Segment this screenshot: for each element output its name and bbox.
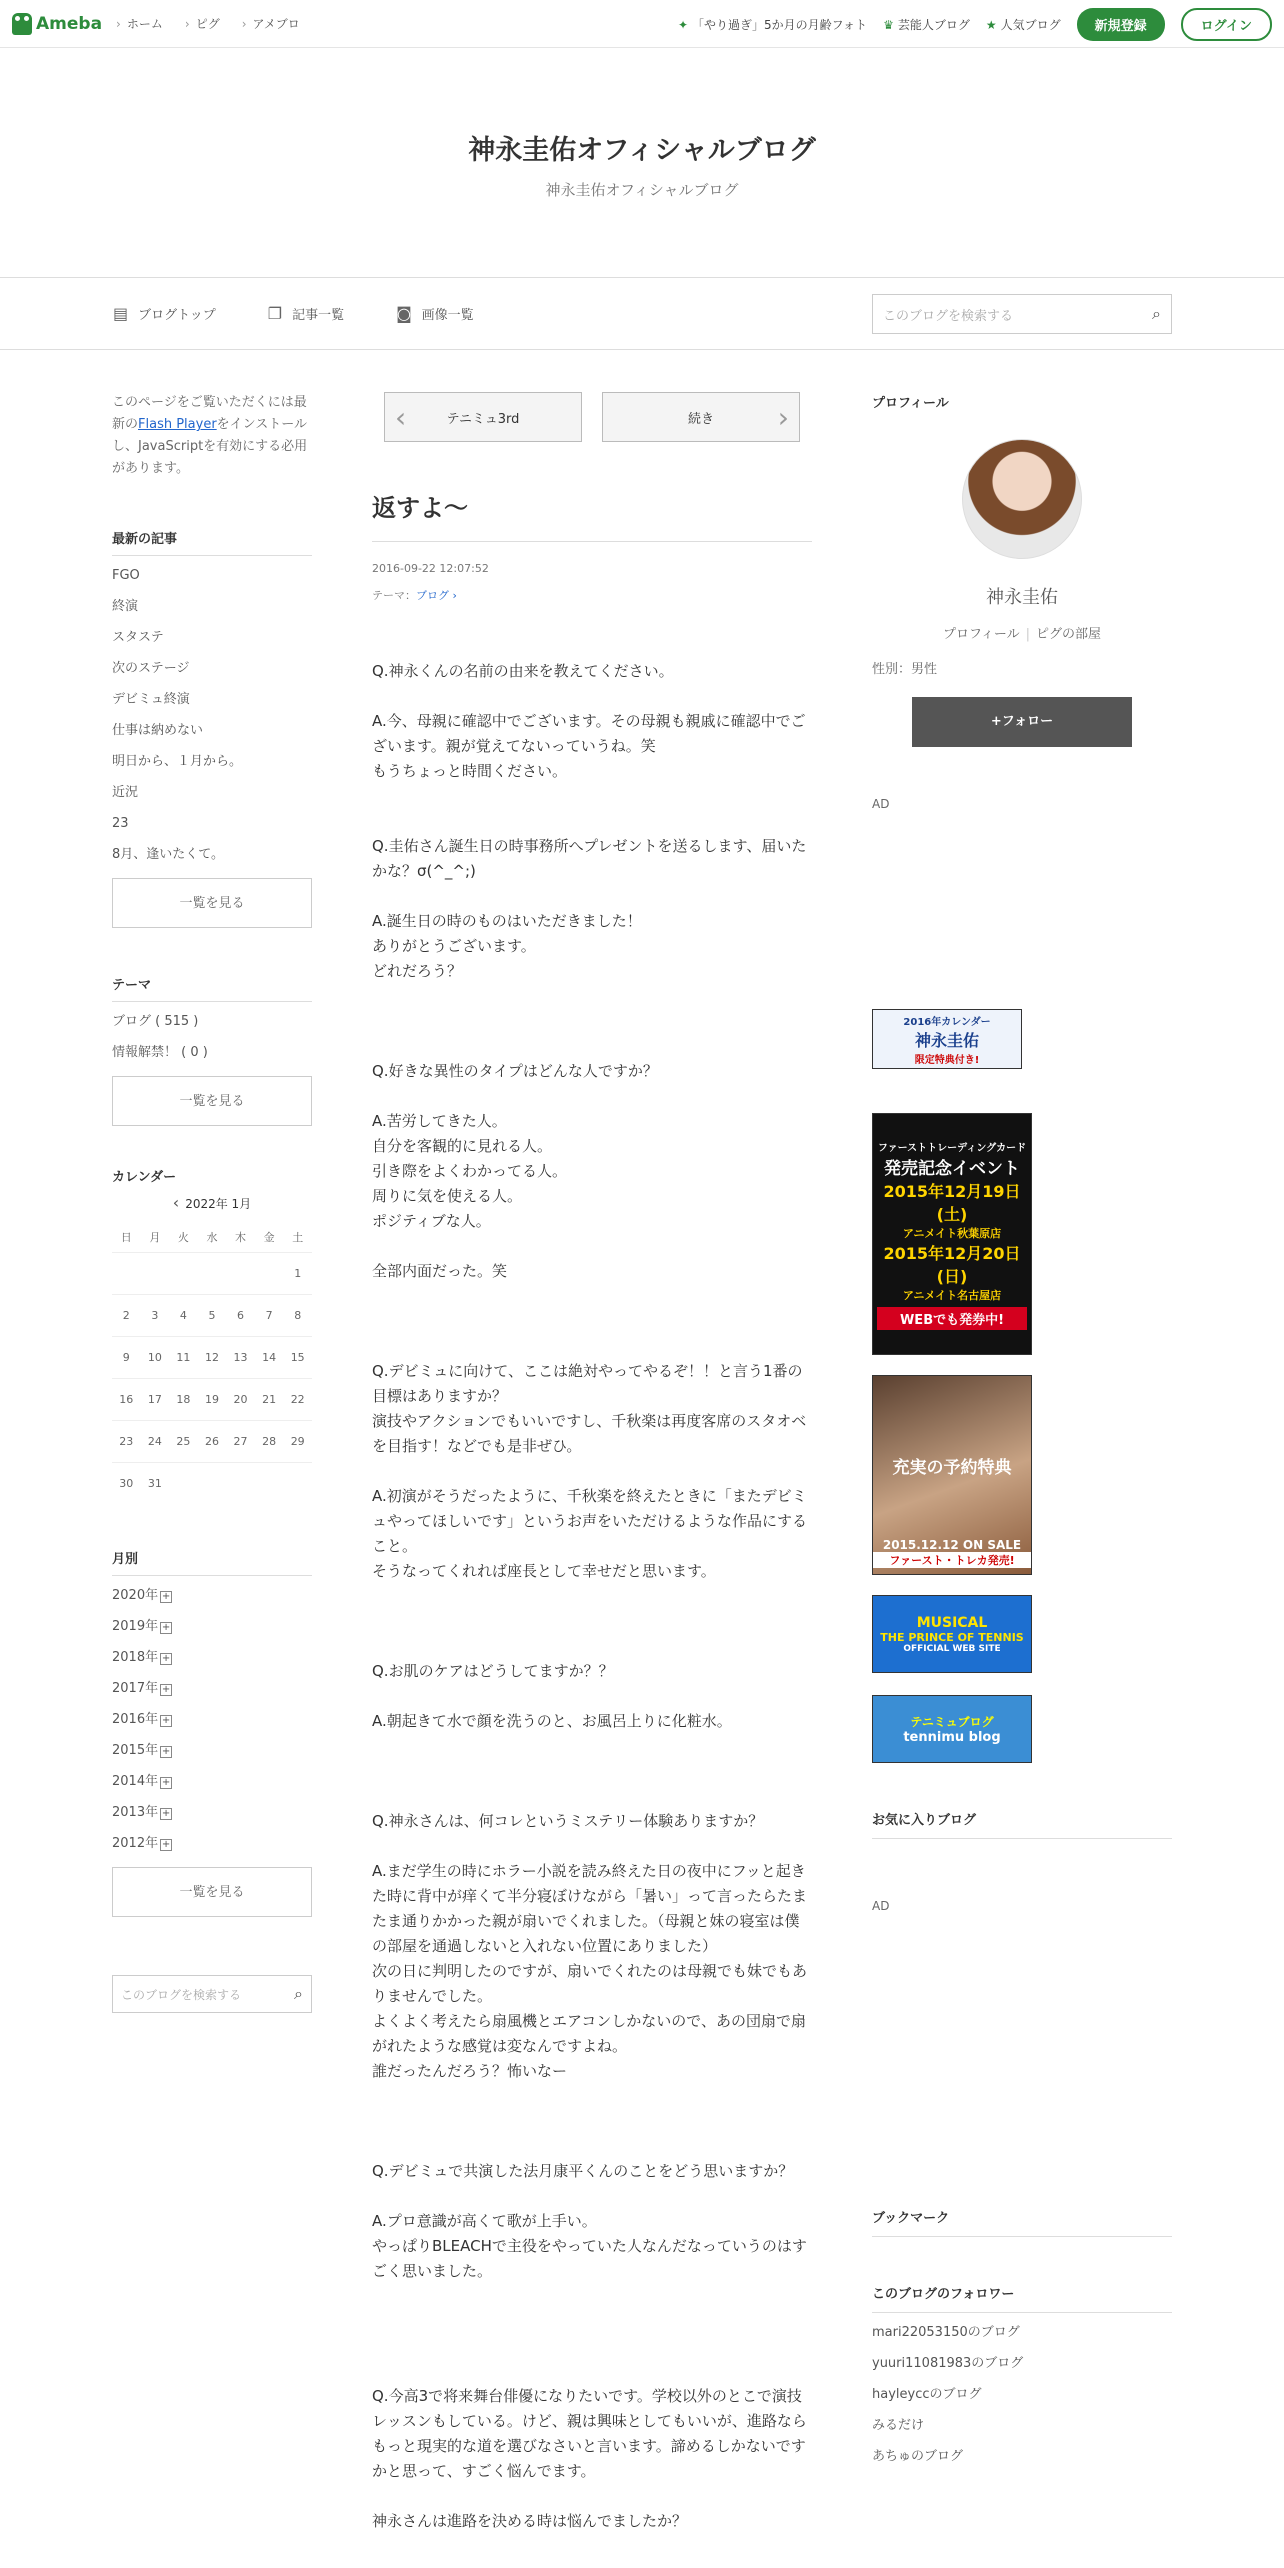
link-celebrity-blog[interactable] bbox=[883, 16, 970, 33]
pigg-room-link[interactable]: ピグの部屋 bbox=[1036, 627, 1102, 642]
calendar-day bbox=[255, 1252, 284, 1294]
calendar-day[interactable]: 8 bbox=[283, 1294, 312, 1336]
calendar-week bbox=[112, 1336, 312, 1378]
calendar-week bbox=[112, 1420, 312, 1462]
calendar-day[interactable]: 24 bbox=[141, 1420, 170, 1462]
archive-year[interactable] bbox=[112, 1766, 312, 1797]
calendar-day[interactable]: 10 bbox=[141, 1336, 170, 1378]
favorite-blogs-title: お気に入りブログ bbox=[872, 1809, 1172, 1839]
theme-more-button[interactable]: 一覧を見る bbox=[112, 1076, 312, 1126]
expand-plus-icon[interactable]: + bbox=[161, 1622, 171, 1633]
calendar-day bbox=[283, 1462, 312, 1504]
banner-text: 2016年カレンダー bbox=[903, 1016, 991, 1028]
recent-entry[interactable]: 仕事は納めない bbox=[112, 723, 204, 738]
trading-card-event-banner[interactable] bbox=[872, 1113, 1032, 1355]
archive-year-label: 2014年 bbox=[112, 1774, 159, 1789]
recent-entries-list bbox=[112, 560, 312, 870]
calendar-day[interactable]: 18 bbox=[169, 1378, 198, 1420]
calendar-weekday: 水 bbox=[206, 1230, 218, 1244]
calendar-day[interactable]: 29 bbox=[283, 1420, 312, 1462]
expand-plus-icon[interactable]: + bbox=[161, 1591, 171, 1602]
calendar-day[interactable]: 9 bbox=[112, 1336, 141, 1378]
link-photo-feature-label: 「やり過ぎ」5か月の月齢フォト bbox=[692, 18, 868, 32]
nav-ameblo[interactable]: › アメブロ bbox=[242, 15, 300, 32]
ad-label: AD bbox=[872, 1899, 890, 1913]
profile-gender: 性別：男性 bbox=[872, 662, 938, 677]
banner-text: ファースト・トレカ発売! bbox=[873, 1552, 1031, 1568]
expand-plus-icon[interactable]: + bbox=[161, 1653, 171, 1664]
divider: | bbox=[1025, 627, 1031, 642]
flash-player-link[interactable]: Flash Player bbox=[138, 417, 217, 432]
archive-year[interactable] bbox=[112, 1828, 312, 1859]
calendar-day bbox=[198, 1462, 227, 1504]
document-icon: ▤ bbox=[113, 304, 129, 323]
expand-plus-icon[interactable]: + bbox=[161, 1808, 171, 1819]
recent-entry[interactable]: 終演 bbox=[112, 599, 139, 614]
bookmark-title: ブックマーク bbox=[872, 2207, 1172, 2237]
recent-entries-title: 最新の記事 bbox=[112, 528, 312, 556]
global-header bbox=[0, 0, 1284, 48]
link-popular-blog-label: 人気ブログ bbox=[1000, 18, 1061, 32]
banner-text: tennimu blog bbox=[903, 1730, 1001, 1745]
archive-list bbox=[112, 1580, 312, 1859]
follower-item[interactable]: あちゅのブログ bbox=[872, 2449, 964, 2464]
logo-text: Ameba bbox=[36, 13, 103, 34]
sidebar-search-input[interactable] bbox=[112, 1975, 312, 2013]
banner-text: MUSICAL bbox=[916, 1614, 988, 1631]
archive-year[interactable] bbox=[112, 1704, 312, 1735]
archive-year[interactable] bbox=[112, 1580, 312, 1611]
chevron-left-icon[interactable]: ‹ bbox=[172, 1193, 180, 1212]
entry-body: Q.神永くんの名前の由来を教えてください。 A.今、母親に確認中でございます。その母親も親戚に確認中でございます。親が覚えてないっていうね。笑 もうちょっと時間ください。 Q.圭佑さん誕生日の時事務所へプレゼントを送るします、届いたかな？σ(^_^;) A.誕生日の時のものはいただきました！ ありがとうございます。 どれだろう？ Q.好きな異性のタイプはどんな人ですか？ A.苦労してきた人。 自分を客観的に見れる人。 引き際をよくわかってる人。 周りに気を使える人。 ポジティブな人。 全部内面だった。笑 Q.デビミュに向けて、ここは絶対やってやるぞ！！と言う1番の目標はありますか？ 演技やアクションでもいいですし、千秋楽は再度客席のスタオベを目指す！などでも是非ぜひ。 A.初演がそうだったように、千秋楽を終えたときに「またデビミュやってほしいです」というお声をいただけるような作品にすること。 そうなってくれれば座長として幸せだと思います。 Q.お肌のケアはどうしてますか？？ A.朝起きて水で顔を洗うのと、お風呂上りに化粧水。 Q.神永さんは、何コレというミステリー体験ありますか？ A.まだ学生の時にホラー小説を読み終えた日の夜中にフッと起きた時に背中が痒くて半分寝ぼけながら「暑い」って言ったらたまたま通りかかった親が扇いでくれました。（母親と妹の寝室は僕の部屋を通過しないと入れない位置にありました） 次の日に判明したのですが、扇いでくれたのは母親でも妹でもありませんでした。 よくよく考えたら扇風機とエアコンしかないので、あの団扇で扇がれたような感覚は変なんですよね。 誰だったんだろう？怖いなー Q.デビミュで共演した法月康平くんのことをどう思いますか？ A.プロ意識が高くて歌が上手い。 やっぱりBLEACHで主役をやっていた人なんだなっていうのはすごく思いました。 Q.今高3で将来舞台俳優になりたいです。学校以外のとこで演技レッスンもしている。けど、親は興味としてもいいが、進路ならもっと現実的な道を選びなさいと言います。諦めるしかないですかと思って、すごく悩んでます。 神永さんは進路を決める時は悩んでましたか？ bbox=[372, 662, 808, 2530]
nav-blog-top[interactable] bbox=[113, 304, 216, 323]
star-icon: ★ bbox=[985, 18, 997, 32]
banner-text: テニミュブログ bbox=[910, 1715, 994, 1729]
calendar-day[interactable]: 14 bbox=[255, 1336, 284, 1378]
calendar-day[interactable]: 31 bbox=[141, 1462, 170, 1504]
archive-year[interactable] bbox=[112, 1673, 312, 1704]
followers-list bbox=[872, 2317, 1172, 2472]
blog-header bbox=[0, 48, 1284, 278]
banner-text: 2015.12.12 ON SALE bbox=[882, 1538, 1022, 1552]
tennis-musical-site-banner[interactable] bbox=[872, 1595, 1032, 1673]
sparkle-icon: ✦ bbox=[677, 18, 689, 32]
calendar-day[interactable]: 22 bbox=[283, 1378, 312, 1420]
link-photo-feature[interactable] bbox=[678, 16, 867, 33]
search-icon[interactable]: ⌕ bbox=[1152, 304, 1161, 323]
calendar-day[interactable]: 21 bbox=[255, 1378, 284, 1420]
theme-item[interactable]: ブログ ( 515 ) bbox=[112, 1014, 199, 1029]
nav-home[interactable]: › ホーム bbox=[116, 15, 163, 32]
link-popular-blog[interactable] bbox=[986, 16, 1061, 33]
calendar-day bbox=[226, 1252, 255, 1294]
calendar-day[interactable]: 4 bbox=[169, 1294, 198, 1336]
banner-text: アニメイト秋葉原店 bbox=[902, 1226, 1002, 1240]
calendar-day[interactable]: 17 bbox=[141, 1378, 170, 1420]
calendar-day[interactable]: 13 bbox=[226, 1336, 255, 1378]
calendar-day[interactable]: 2 bbox=[112, 1294, 141, 1336]
banner-text: 2015年12月20日(日) bbox=[883, 1243, 1021, 1286]
blog-title[interactable]: 神永圭佑オフィシャルブログ bbox=[468, 135, 816, 166]
archive-year-label: 2020年 bbox=[112, 1588, 159, 1603]
calendar-day bbox=[169, 1252, 198, 1294]
next-entry-button[interactable]: 続き › bbox=[602, 392, 800, 442]
main-content bbox=[372, 392, 812, 2534]
calendar-day[interactable]: 12 bbox=[198, 1336, 227, 1378]
calendar-day[interactable]: 28 bbox=[255, 1420, 284, 1462]
expand-plus-icon[interactable]: + bbox=[161, 1746, 171, 1757]
banner-text: 神永圭佑 bbox=[914, 1030, 979, 1050]
camera-icon: ◙ bbox=[396, 304, 412, 323]
copy-icon: ❐ bbox=[267, 304, 283, 323]
recent-entry[interactable]: 明日から、１月から。 bbox=[112, 754, 243, 769]
calendar-day[interactable]: 1 bbox=[283, 1252, 312, 1294]
search-icon[interactable]: ⌕ bbox=[294, 1984, 303, 2003]
calendar-week bbox=[112, 1378, 312, 1420]
entry-theme bbox=[372, 587, 812, 603]
chevron-right-icon: › bbox=[449, 589, 457, 602]
expand-plus-icon[interactable]: + bbox=[161, 1777, 171, 1788]
calendar-header bbox=[112, 1193, 312, 1212]
calendar-week bbox=[112, 1294, 312, 1336]
entry-pager bbox=[372, 392, 812, 442]
calendar-day[interactable]: 3 bbox=[141, 1294, 170, 1336]
archive-year[interactable] bbox=[112, 1797, 312, 1828]
follow-button[interactable]: +フォロー bbox=[912, 697, 1132, 747]
blog-search-input[interactable] bbox=[872, 294, 1172, 334]
entry-theme-label: テーマ： bbox=[372, 589, 416, 602]
banner-text: 発売記念イベント bbox=[884, 1158, 1020, 1179]
prev-entry-button[interactable]: ‹ テニミュ3rd bbox=[384, 392, 582, 442]
calendar-day[interactable]: 23 bbox=[112, 1420, 141, 1462]
archive-year[interactable] bbox=[112, 1611, 312, 1642]
calendar-weekday: 金 bbox=[263, 1230, 275, 1244]
calendar-day bbox=[226, 1462, 255, 1504]
nav-image-list[interactable] bbox=[396, 304, 474, 323]
calendar-weekday: 土 bbox=[292, 1230, 304, 1244]
calendar-day[interactable]: 16 bbox=[112, 1378, 141, 1420]
link-celebrity-blog-label: 芸能人ブログ bbox=[897, 18, 970, 32]
calendar-weekday: 火 bbox=[177, 1230, 189, 1244]
archive-year-label: 2013年 bbox=[112, 1805, 159, 1820]
expand-plus-icon[interactable]: + bbox=[161, 1684, 171, 1695]
calendar-weekday: 日 bbox=[120, 1230, 132, 1244]
calendar-day bbox=[255, 1462, 284, 1504]
follower-item[interactable]: mari22053150のブログ bbox=[872, 2325, 1020, 2340]
archive-year-label: 2017年 bbox=[112, 1681, 159, 1696]
calendar-day[interactable]: 6 bbox=[226, 1294, 255, 1336]
tennimu-blog-banner[interactable] bbox=[872, 1695, 1032, 1763]
calendar-day[interactable]: 26 bbox=[198, 1420, 227, 1462]
calendar-banner[interactable] bbox=[872, 1009, 1022, 1069]
recent-entry[interactable]: デビミュ終演 bbox=[112, 692, 190, 707]
blog-search-placeholder: このブログを検索する bbox=[883, 308, 1014, 324]
nav-entry-list-label: 記事一覧 bbox=[292, 308, 345, 323]
header-right bbox=[678, 8, 1272, 41]
global-nav bbox=[116, 15, 300, 32]
followers-title: このブログのフォロワー bbox=[872, 2283, 1172, 2313]
calendar-day bbox=[112, 1252, 141, 1294]
profile-title: プロフィール bbox=[872, 396, 949, 411]
banner-text: OFFICIAL WEB SITE bbox=[903, 1643, 1001, 1654]
recent-entry[interactable]: FGO bbox=[112, 568, 140, 583]
recent-more-button[interactable]: 一覧を見る bbox=[112, 878, 312, 928]
banner-text: 充実の予約特典 bbox=[892, 1458, 1012, 1478]
calendar-week bbox=[112, 1252, 312, 1294]
banner-text: 2015年12月19日(土) bbox=[883, 1181, 1021, 1224]
theme-title: テーマ bbox=[112, 974, 312, 1002]
recent-entry[interactable]: 近況 bbox=[112, 785, 139, 800]
recent-entry[interactable]: 次のステージ bbox=[112, 661, 190, 676]
calendar-title: カレンダー bbox=[112, 1170, 177, 1185]
recent-entry[interactable]: 8月、逢いたくて。 bbox=[112, 847, 225, 862]
expand-plus-icon[interactable]: + bbox=[161, 1715, 171, 1726]
calendar-day[interactable]: 5 bbox=[198, 1294, 227, 1336]
blog-subtitle: 神永圭佑オフィシャルブログ bbox=[545, 181, 739, 199]
theme-list bbox=[112, 1006, 312, 1068]
right-sidebar bbox=[872, 392, 1172, 2472]
archive-year-label: 2019年 bbox=[112, 1619, 159, 1634]
entry-theme-link[interactable]: ブログ bbox=[416, 589, 449, 602]
archive-year-label: 2018年 bbox=[112, 1650, 159, 1665]
follower-item[interactable]: hayleyccのブログ bbox=[872, 2387, 982, 2402]
archive-year[interactable] bbox=[112, 1642, 312, 1673]
profile-link[interactable]: プロフィール bbox=[942, 627, 1020, 642]
recent-entry[interactable]: スタステ bbox=[112, 630, 164, 645]
login-button[interactable]: ログイン bbox=[1181, 8, 1272, 41]
archive-year-label: 2016年 bbox=[112, 1712, 159, 1727]
left-sidebar bbox=[112, 392, 312, 2013]
nav-blog-top-label: ブログトップ bbox=[138, 308, 216, 323]
calendar-weekday: 木 bbox=[235, 1230, 247, 1244]
calendar-day[interactable]: 7 bbox=[255, 1294, 284, 1336]
calendar-weekday: 月 bbox=[149, 1230, 161, 1244]
nav-image-list-label: 画像一覧 bbox=[421, 308, 474, 323]
preorder-bonus-banner[interactable] bbox=[872, 1375, 1032, 1575]
archive-title: 月別 bbox=[112, 1548, 312, 1576]
recent-entry[interactable]: 23 bbox=[112, 816, 129, 831]
calendar-day[interactable]: 19 bbox=[198, 1378, 227, 1420]
profile-name[interactable]: 神永圭佑 bbox=[986, 587, 1058, 608]
calendar-day[interactable]: 27 bbox=[226, 1420, 255, 1462]
crown-icon: ♛ bbox=[883, 18, 894, 32]
flash-notice-text-2: をインストールし、JavaScriptを有効にする必用があります。 bbox=[112, 417, 308, 476]
register-button[interactable]: 新規登録 bbox=[1077, 8, 1165, 41]
archive-year-label: 2012年 bbox=[112, 1836, 159, 1851]
archive-more-button[interactable]: 一覧を見る bbox=[112, 1867, 312, 1917]
calendar-day[interactable]: 30 bbox=[112, 1462, 141, 1504]
calendar-day[interactable]: 20 bbox=[226, 1378, 255, 1420]
entry-title[interactable]: 返すよ～ bbox=[372, 488, 812, 542]
banner-text: 限定特典付き! bbox=[914, 1054, 980, 1066]
calendar-day[interactable]: 25 bbox=[169, 1420, 198, 1462]
archive-year[interactable] bbox=[112, 1735, 312, 1766]
flash-notice-text-1: このページをご覧いただくには最新の bbox=[112, 395, 307, 432]
sidebar-search-placeholder: このブログを検索する bbox=[121, 1987, 242, 2002]
expand-plus-icon[interactable]: + bbox=[161, 1839, 171, 1850]
blog-nav bbox=[0, 278, 1284, 350]
archive-year-label: 2015年 bbox=[112, 1743, 159, 1758]
ad-label: AD bbox=[872, 797, 890, 811]
entry-date: 2016-09-22 12:07:52 bbox=[372, 562, 489, 575]
follower-item[interactable]: yuuri11081983のブログ bbox=[872, 2356, 1024, 2371]
theme-item[interactable]: 情報解禁！ ( 0 ) bbox=[112, 1045, 208, 1060]
profile-avatar[interactable] bbox=[962, 439, 1082, 559]
nav-pigg[interactable]: › ピグ bbox=[185, 15, 220, 32]
calendar-table bbox=[112, 1222, 312, 1504]
calendar-day bbox=[141, 1252, 170, 1294]
banner-text: WEBでも発券中! bbox=[877, 1307, 1027, 1330]
ameba-logo[interactable] bbox=[12, 13, 102, 35]
nav-entry-list[interactable] bbox=[268, 304, 344, 323]
ameba-frog-icon bbox=[12, 13, 32, 35]
profile-links bbox=[872, 623, 1172, 642]
banner-text: THE PRINCE OF TENNIS bbox=[880, 1630, 1024, 1644]
follower-item[interactable]: みるだけ bbox=[872, 2418, 925, 2433]
banner-text: ファーストトレーディングカード bbox=[877, 1142, 1027, 1154]
calendar-day[interactable]: 11 bbox=[169, 1336, 198, 1378]
calendar-week bbox=[112, 1462, 312, 1504]
banner-text: アニメイト名古屋店 bbox=[902, 1288, 1002, 1302]
calendar-day[interactable]: 15 bbox=[283, 1336, 312, 1378]
calendar-month: 2022年 1月 bbox=[185, 1197, 252, 1211]
calendar-day bbox=[169, 1462, 198, 1504]
flash-notice bbox=[112, 392, 312, 480]
calendar-day bbox=[198, 1252, 227, 1294]
